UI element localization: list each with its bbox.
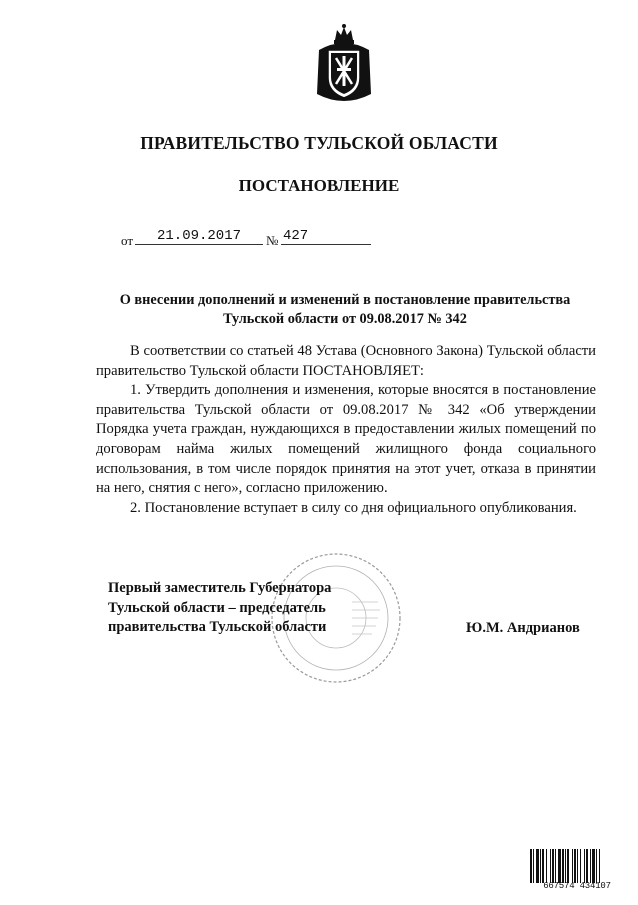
document-type: ПОСТАНОВЛЕНИЕ bbox=[238, 176, 400, 195]
date-label: от bbox=[121, 233, 134, 248]
body-paragraph-2: 1. Утвердить дополнения и изменения, которые вносятся в постановление правительства Тульской области от 09.08.2017 № 342 «Об утверждении Порядка учета граждан, нуждающихся в предоставлении жилых помещений по договорам найма жилых помещений жилищного фонда социального использования, в том числе порядок принятия на этот учет, отказа в принятии на него, снятия с него», согласно приложению. bbox=[96, 382, 596, 497]
barcode-number: 667574 434107 bbox=[543, 881, 611, 891]
document-subject bbox=[90, 291, 600, 329]
subject-line-2: Тульской области от 09.08.2017 № 342 bbox=[223, 311, 467, 327]
position-line-1: Первый заместитель Губернатора bbox=[108, 580, 332, 596]
position-line-2: Тульской области – председатель bbox=[108, 599, 326, 616]
signatory-position bbox=[108, 579, 331, 638]
barcode bbox=[529, 849, 625, 883]
body-paragraph-1: В соответствии со статьей 48 Устава (Основного Закона) Тульской области правительство Тульской области ПОСТАНОВЛЯЕТ: bbox=[96, 343, 596, 379]
document-body bbox=[96, 342, 596, 518]
document-number: 427 bbox=[281, 228, 371, 245]
position-line-3: правительства Тульской области bbox=[108, 619, 327, 635]
signatory-name: Ю.М. Андрианов bbox=[466, 620, 580, 636]
government-title: ПРАВИТЕЛЬСТВО ТУЛЬСКОЙ ОБЛАСТИ bbox=[140, 133, 498, 153]
body-paragraph-3: 2. Постановление вступает в силу со дня официального опубликования. bbox=[130, 499, 577, 516]
document-date: 21.09.2017 bbox=[135, 228, 263, 245]
number-label: № bbox=[266, 233, 279, 248]
subject-line-1: О внесении дополнений и изменений в постановление правительства bbox=[119, 292, 571, 308]
coat-of-arms-emblem bbox=[313, 22, 375, 106]
